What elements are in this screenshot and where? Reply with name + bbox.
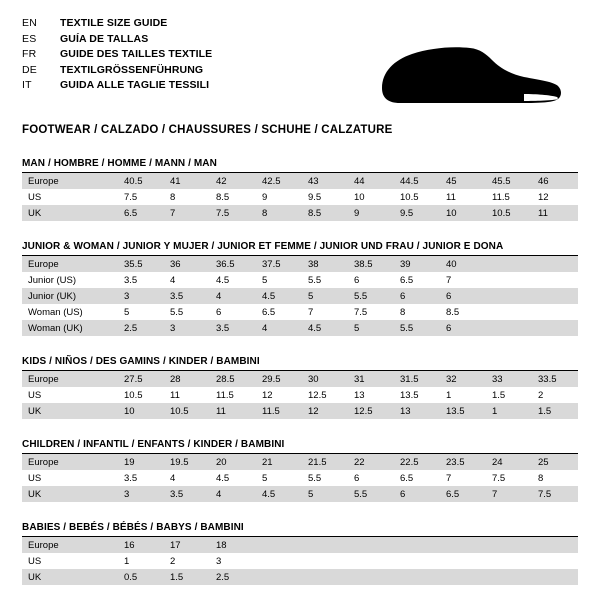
size-cell: 46 [532, 173, 578, 189]
size-cell: 7.5 [532, 486, 578, 502]
size-cell: 10.5 [124, 389, 143, 401]
size-block-children [22, 439, 578, 502]
size-cell: 10 [440, 205, 486, 221]
size-cell: 13 [394, 403, 440, 419]
block-title: JUNIOR & WOMAN / JUNIOR Y MUJER / JUNIOR ET FEMME / JUNIOR UND FRAU / JUNIOR E DONA [22, 241, 504, 252]
size-cell: 4.5 [302, 320, 348, 336]
size-cell: 11 [210, 403, 256, 419]
size-cell: 3 [118, 486, 164, 502]
size-cell: 8.5 [302, 205, 348, 221]
size-cell: 1 [124, 555, 130, 567]
size-cell [486, 569, 532, 585]
size-cell: 6 [394, 486, 440, 502]
size-cell [532, 537, 578, 553]
size-cell: 5 [302, 486, 348, 502]
page-title: FOOTWEAR / CALZADO / CHAUSSURES / SCHUHE / CALZATURE [22, 124, 393, 136]
size-cell: 21.5 [302, 454, 348, 470]
size-cell: 5 [124, 306, 130, 318]
size-cell: 7.5 [210, 205, 256, 221]
size-cell [486, 304, 532, 320]
size-cell: 27.5 [118, 371, 164, 387]
block-title: BABIES / BEBÉS / BÉBÉS / BABYS / BAMBINI [22, 522, 244, 533]
size-cell: 6 [216, 306, 222, 318]
size-cell: 3.5 [164, 288, 210, 304]
size-cell: 45.5 [486, 173, 532, 189]
size-cell: 20 [210, 454, 256, 470]
size-cell: 5.5 [348, 288, 394, 304]
table-row [22, 272, 578, 288]
size-cell [348, 569, 394, 585]
size-cell: 5.5 [348, 486, 394, 502]
size-cell: 4.5 [216, 472, 230, 484]
size-cell: 31 [348, 371, 394, 387]
language-code: FR [22, 48, 37, 60]
size-cell: 12 [262, 389, 273, 401]
size-cell: 8 [538, 472, 544, 484]
table-row [22, 205, 578, 221]
size-cell: 5 [348, 320, 394, 336]
size-cell: 4 [170, 472, 176, 484]
row-label: UK [22, 205, 118, 221]
language-row [22, 16, 212, 32]
size-cell: 9.5 [308, 191, 322, 203]
size-cell [348, 553, 394, 569]
size-cell: 3 [164, 320, 210, 336]
table-row [22, 537, 578, 553]
size-cell: 10 [354, 191, 365, 203]
language-code: IT [22, 79, 32, 91]
size-cell: 36.5 [210, 256, 256, 272]
size-cell: 1 [446, 389, 452, 401]
size-cell: 8 [400, 306, 406, 318]
size-cell: 10.5 [400, 191, 419, 203]
size-cell: 5.5 [308, 274, 322, 286]
size-cell: 25 [532, 454, 578, 470]
size-cell: 11.5 [492, 191, 510, 203]
size-cell: 11.5 [256, 403, 302, 419]
size-cell: 1.5 [164, 569, 210, 585]
row-label: Woman (UK) [22, 320, 118, 336]
size-block-man [22, 158, 578, 221]
size-cell: 31.5 [394, 371, 440, 387]
size-cell: 9 [348, 205, 394, 221]
size-cell: 3.5 [210, 320, 256, 336]
size-cell [302, 569, 348, 585]
size-cell: 36 [164, 256, 210, 272]
size-cell: 19.5 [164, 454, 210, 470]
row-label: US [28, 472, 42, 484]
row-label: Europe [22, 256, 118, 272]
size-cell: 2 [170, 555, 176, 567]
language-row [22, 47, 212, 63]
size-cell [256, 553, 302, 569]
size-block-kids [22, 356, 578, 419]
size-cell: 22.5 [394, 454, 440, 470]
size-block-junior-woman [22, 241, 578, 336]
language-title: GUIDE DES TAILLES TEXTILE [60, 48, 213, 60]
size-cell: 21 [256, 454, 302, 470]
size-cell [440, 553, 486, 569]
size-cell: 1 [486, 403, 532, 419]
size-cell: 38.5 [348, 256, 394, 272]
size-cell: 2.5 [210, 569, 256, 585]
size-cell: 12 [538, 191, 549, 203]
table-row [22, 304, 578, 320]
size-cell: 10 [118, 403, 164, 419]
size-cell: 37.5 [256, 256, 302, 272]
size-cell [486, 272, 532, 288]
size-cell: 6.5 [400, 472, 414, 484]
size-cell: 5.5 [394, 320, 440, 336]
row-label: Junior (UK) [22, 288, 118, 304]
table-row [22, 486, 578, 502]
size-cell: 6.5 [440, 486, 486, 502]
size-cell: 39 [394, 256, 440, 272]
row-label: Europe [22, 537, 118, 553]
size-cell [394, 537, 440, 553]
size-cell: 22 [348, 454, 394, 470]
size-cell: 24 [486, 454, 532, 470]
language-row [22, 78, 212, 94]
size-cell [486, 537, 532, 553]
table-row [22, 403, 578, 419]
row-label: US [28, 555, 42, 567]
row-label: Europe [22, 371, 118, 387]
dress-shoe-icon [374, 42, 564, 108]
table-row [22, 387, 578, 403]
size-cell: 1.5 [532, 403, 578, 419]
size-cell: 28 [164, 371, 210, 387]
size-cell [532, 256, 578, 272]
size-cell: 8 [170, 191, 176, 203]
size-cell: 40 [440, 256, 486, 272]
row-label: UK [22, 486, 118, 502]
size-cell: 6 [394, 288, 440, 304]
size-cell: 7 [446, 274, 452, 286]
size-cell: 16 [118, 537, 164, 553]
size-cell: 5 [262, 472, 268, 484]
size-cell: 29.5 [256, 371, 302, 387]
language-title: GUIDA ALLE TAGLIE TESSILI [60, 79, 210, 91]
size-cell [394, 569, 440, 585]
size-cell: 4.5 [256, 288, 302, 304]
size-cell: 18 [210, 537, 256, 553]
size-cell: 11 [532, 205, 578, 221]
size-cell: 8.5 [446, 306, 460, 318]
size-cell: 7 [164, 205, 210, 221]
size-cell: 38 [302, 256, 348, 272]
size-cell [532, 288, 578, 304]
language-code: DE [22, 63, 37, 76]
table-row [22, 454, 578, 470]
table-row [22, 569, 578, 585]
size-cell: 41 [164, 173, 210, 189]
size-cell: 9 [262, 191, 268, 203]
size-cell: 12.5 [308, 389, 327, 401]
row-label: Europe [22, 454, 118, 470]
size-cell [394, 553, 440, 569]
size-cell: 11 [446, 191, 456, 203]
size-cell: 3.5 [124, 274, 138, 286]
size-cell: 11.5 [216, 389, 234, 401]
size-cell: 7.5 [354, 306, 368, 318]
row-label: UK [22, 569, 118, 585]
row-label: US [28, 389, 42, 401]
size-cell: 19 [118, 454, 164, 470]
size-cell: 4 [170, 274, 176, 286]
size-cell [256, 569, 302, 585]
size-cell: 35.5 [118, 256, 164, 272]
size-cell: 5 [262, 274, 268, 286]
size-cell: 32 [440, 371, 486, 387]
size-table-junior-woman [22, 256, 578, 336]
language-title: TEXTILGRÖSSENFÜHRUNG [60, 63, 204, 76]
size-cell: 42.5 [256, 173, 302, 189]
size-cell [302, 553, 348, 569]
size-table-children [22, 454, 578, 502]
size-cell: 0.5 [118, 569, 164, 585]
row-label: UK [22, 403, 118, 419]
size-cell: 3 [216, 555, 222, 567]
size-cell: 13.5 [440, 403, 486, 419]
size-cell: 30 [302, 371, 348, 387]
block-title: KIDS / NIÑOS / DES GAMINS / KINDER / BAMBINI [22, 356, 260, 367]
size-cell: 8 [256, 205, 302, 221]
language-title: GUÍA DE TALLAS [60, 32, 149, 45]
table-row [22, 470, 578, 486]
size-cell: 45 [440, 173, 486, 189]
size-cell: 6 [354, 274, 360, 286]
table-row [22, 371, 578, 387]
size-cell: 5.5 [170, 306, 184, 318]
size-cell: 7 [308, 306, 314, 318]
row-label: Woman (US) [28, 306, 83, 318]
table-row [22, 173, 578, 189]
size-cell: 12.5 [348, 403, 394, 419]
size-cell: 6.5 [400, 274, 414, 286]
size-cell: 4.5 [216, 274, 230, 286]
size-cell: 10.5 [164, 403, 210, 419]
size-cell: 2.5 [118, 320, 164, 336]
size-cell: 17 [164, 537, 210, 553]
size-table-man [22, 173, 578, 221]
language-title: TEXTILE SIZE GUIDE [60, 17, 168, 29]
language-row [22, 63, 212, 79]
size-cell [256, 537, 302, 553]
size-cell [532, 553, 578, 569]
size-cell: 42 [210, 173, 256, 189]
language-code: EN [22, 17, 37, 29]
size-cell: 5.5 [308, 472, 322, 484]
size-cell [348, 537, 394, 553]
size-cell: 40.5 [118, 173, 164, 189]
size-cell: 4 [210, 486, 256, 502]
table-row [22, 256, 578, 272]
table-row [22, 189, 578, 205]
page-header [22, 16, 578, 108]
size-cell [440, 537, 486, 553]
size-cell: 6 [440, 288, 486, 304]
size-cell: 6.5 [118, 205, 164, 221]
size-cell: 44 [348, 173, 394, 189]
size-cell: 6.5 [262, 306, 276, 318]
size-cell [440, 569, 486, 585]
size-cell: 10.5 [486, 205, 532, 221]
block-title: MAN / HOMBRE / HOMME / MANN / MAN [22, 158, 217, 169]
row-label: Junior (US) [28, 274, 77, 286]
table-row [22, 553, 578, 569]
size-cell [532, 569, 578, 585]
table-row [22, 320, 578, 336]
size-cell: 43 [302, 173, 348, 189]
size-cell: 3 [118, 288, 164, 304]
language-title-list [22, 16, 212, 94]
table-row [22, 288, 578, 304]
size-cell: 7.5 [492, 472, 506, 484]
size-cell [486, 320, 532, 336]
size-cell: 11 [170, 389, 180, 401]
size-cell: 5 [302, 288, 348, 304]
row-label: US [28, 191, 42, 203]
size-cell: 7.5 [124, 191, 138, 203]
size-cell: 2 [538, 389, 544, 401]
size-cell: 3.5 [164, 486, 210, 502]
size-cell: 7 [486, 486, 532, 502]
size-cell: 44.5 [394, 173, 440, 189]
size-cell [486, 553, 532, 569]
size-cell: 9.5 [394, 205, 440, 221]
size-cell: 6 [440, 320, 486, 336]
size-cell [532, 272, 578, 288]
size-cell: 8.5 [216, 191, 230, 203]
size-cell: 13 [354, 389, 365, 401]
language-code: ES [22, 32, 37, 45]
size-cell [486, 256, 532, 272]
language-row [22, 32, 212, 48]
size-cell: 3.5 [124, 472, 138, 484]
size-table-kids [22, 371, 578, 419]
size-cell: 4.5 [256, 486, 302, 502]
row-label: Europe [22, 173, 118, 189]
size-cell: 6 [354, 472, 360, 484]
size-table-babies [22, 537, 578, 585]
size-cell: 33 [486, 371, 532, 387]
size-cell [486, 288, 532, 304]
size-cell: 4 [256, 320, 302, 336]
size-cell: 12 [302, 403, 348, 419]
size-cell: 4 [210, 288, 256, 304]
size-cell [302, 537, 348, 553]
block-title: CHILDREN / INFANTIL / ENFANTS / KINDER / BAMBINI [22, 439, 285, 450]
size-block-babies [22, 522, 578, 585]
size-cell [532, 304, 578, 320]
size-cell: 13.5 [400, 389, 419, 401]
size-cell [532, 320, 578, 336]
size-cell: 23.5 [440, 454, 486, 470]
size-cell: 7 [446, 472, 452, 484]
size-cell: 28.5 [210, 371, 256, 387]
size-cell: 33.5 [532, 371, 578, 387]
size-cell: 1.5 [492, 389, 506, 401]
